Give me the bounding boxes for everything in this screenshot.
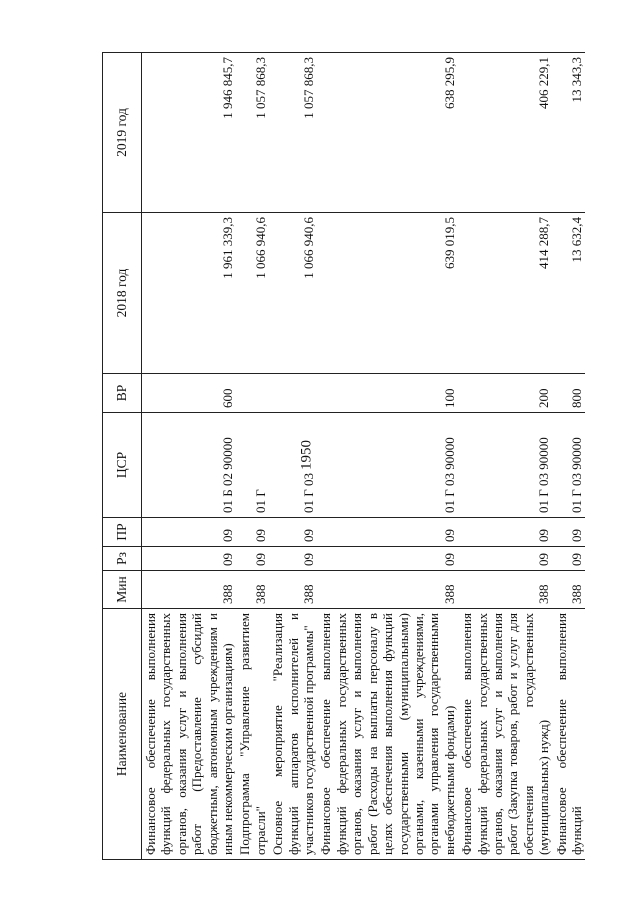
row-min: 388 <box>269 571 317 609</box>
header-2018: 2018 год <box>103 213 142 374</box>
row-csr: 01 Б 02 90000 <box>142 413 237 518</box>
header-name: Наименование <box>103 609 142 860</box>
table-row <box>142 53 237 860</box>
row-name: Подпрограмма "Управление развитием отрасли" <box>236 609 269 860</box>
row-rz: 09 <box>553 547 586 571</box>
row-2019: 638 295,9 <box>317 53 458 213</box>
row-name: Финансовое обеспечение выполнения функций <box>553 609 586 860</box>
row-rz: 09 <box>142 547 237 571</box>
table-row <box>317 53 458 860</box>
row-pr: 09 <box>142 518 237 547</box>
row-name: Основное мероприятие "Реализация функций аппаратов исполнителей и участников государственной программы" <box>269 609 317 860</box>
header-pr: ПР <box>103 518 142 547</box>
row-pr: 09 <box>317 518 458 547</box>
header-min: Мин <box>103 571 142 609</box>
row-csr: 01 Г 03 90000 <box>553 413 586 518</box>
header-rz: Рз <box>103 547 142 571</box>
row-pr: 09 <box>458 518 552 547</box>
row-vr: 100 <box>317 374 458 413</box>
row-pr: 09 <box>236 518 269 547</box>
row-2018: 1 066 940,6 <box>236 213 269 374</box>
row-rz: 09 <box>458 547 552 571</box>
row-vr: 200 <box>458 374 552 413</box>
header-row <box>103 53 142 860</box>
row-min: 388 <box>142 571 237 609</box>
header-csr: ЦСР <box>103 413 142 518</box>
row-csr: 01 Г 03 90000 <box>317 413 458 518</box>
row-min: 388 <box>458 571 552 609</box>
row-rz: 09 <box>317 547 458 571</box>
rotated-table-area <box>102 53 640 855</box>
row-name: Финансовое обеспечение выполнения функций федеральных государственных органов, оказания услуг и выполнения работ (Расходы на выплаты персоналу в целях обеспечения выполнения функций государственными (муниципальными) органами, казенными учреждениями, органами управления государственными внебюджетными фондами) <box>317 609 458 860</box>
row-2019: 406 229,1 <box>458 53 552 213</box>
row-2019: 1 946 845,7 <box>142 53 237 213</box>
row-min: 388 <box>236 571 269 609</box>
row-min: 388 <box>317 571 458 609</box>
row-vr: 600 <box>142 374 237 413</box>
row-vr: 800 <box>553 374 586 413</box>
row-2019: 1 057 868,3 <box>236 53 269 213</box>
header-2019: 2019 год <box>103 53 142 213</box>
row-pr: 09 <box>269 518 317 547</box>
page-number: 1950 <box>298 440 315 470</box>
header-vr: ВР <box>103 374 142 413</box>
row-2018: 13 632,4 <box>553 213 586 374</box>
row-name: Финансовое обеспечение выполнения функций федеральных государственных органов, оказания услуг и выполнения работ (Предоставление субсидий бюджетным, автономным учреждениям и иным некоммерческим организациям) <box>142 609 237 860</box>
row-vr <box>269 374 317 413</box>
rotated-table-wrapper <box>102 53 584 860</box>
row-2018: 1 961 339,3 <box>142 213 237 374</box>
table-row <box>553 53 586 860</box>
row-pr: 09 <box>553 518 586 547</box>
row-rz: 09 <box>236 547 269 571</box>
row-min: 388 <box>553 571 586 609</box>
row-rz: 09 <box>269 547 317 571</box>
row-csr: 01 Г <box>236 413 269 518</box>
table-row <box>269 53 317 860</box>
row-2019: 1 057 868,3 <box>269 53 317 213</box>
row-2018: 1 066 940,6 <box>269 213 317 374</box>
row-2018: 639 019,5 <box>317 213 458 374</box>
row-vr <box>236 374 269 413</box>
budget-table <box>102 52 585 860</box>
row-2019: 13 343,3 <box>553 53 586 213</box>
row-csr: 01 Г 03 <box>269 413 317 518</box>
table-row <box>236 53 269 860</box>
row-2018: 414 288,7 <box>458 213 552 374</box>
row-name: Финансовое обеспечение выполнения функций федеральных государственных органов, оказания услуг и выполнения работ (Закупка товаров, работ и услуг для обеспечения государственных (муниципальных) нужд) <box>458 609 552 860</box>
table-row <box>458 53 552 860</box>
row-csr: 01 Г 03 90000 <box>458 413 552 518</box>
